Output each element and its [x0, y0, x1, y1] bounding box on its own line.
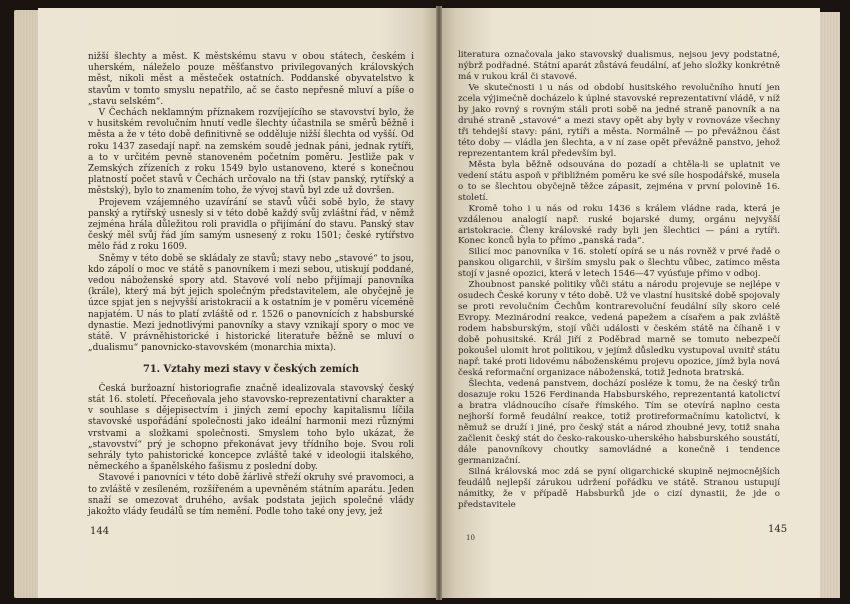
section-heading: 71. Vztahy mezi stavy v českých zemích	[143, 364, 359, 376]
paragraph: nižší šlechty a měst. K městskému stavu v obou státech, českém i uherském, náleželo pouze měšťanstvo privilegovaných královských měst, nikoli měst a městeček ostatních. Poddanské obyvatelstvo k stavům v tomto smyslu nepatřilo, ač se často nepřesně mluví a píše o „stavu selském“.	[88, 52, 414, 107]
signature-mark: 10	[466, 534, 475, 542]
page-number-right: 145	[768, 524, 788, 535]
paragraph: V Čechách neklamným příznakem rozvíjejícího se stavovství bylo, že v husitském revolučním hnutí vedle šlechty účastnila se směrů běžně i města a že v této době definitivně se odděluje nižší šlechta od vyšší. Od roku 1437 zasedají např. na zemském soudě jednak páni, jednak rytíři, a to v určitém pevně stanoveném početním poměru. Jestliže pak v Zemských zřízeních z roku 1549 bylo ustanoveno, které s konečnou platností počet stavů v Čechách určovalo na tři (stav panský, rytířský a městský), bylo to znamením toho, že vývoj stavů byl zde už dovršen.	[88, 108, 414, 197]
paragraph: Česká buržoazní historiografie značně idealizovala stavovský český stát 16. století. Přeceňovala jeho stavovsko-reprezentativní charakter a v souhlase s dějepisectvím i jiných zemí epochy kapitalismu líčila stavovské uspořádání společnosti jako ideální harmonii mezi různými vrstvami a složkami společnosti. Smyslem toho bylo ukázat, že „stavovství“ prý je schopno překonávat jevy třídního boje. Svou roli sehrály tyto pahistorické koncepce zvláště také v ideologii italského, německého a španělského fašismu z poslední doby.	[88, 383, 414, 473]
book-gutter	[436, 6, 442, 600]
paragraph: Zhoubnost panské politiky vůči státu a národu projevuje se nejlépe v osudech České koruny v této době. Už ve vlastní husitské době spojovaly se proti revolučním Čechům kontrarevoluční feudální síly skoro celé Evropy. Mezinárodní reakce, vedená papežem a císařem a pak zvláště rodem habsburským, stojí vůči události v českém státě na číhaně i v době pohusitské. Král Jiří z Poděbrad marně se tomuto nebezpečí pokoušel ulomit hrot politikou, v jejímž důsledku vystupoval uvnitř státu např. také proti lidovému náboženskému projevu opozice, jímž byla nová česká reformační organizace náboženská, totiž Jednota bratrská.	[458, 280, 780, 379]
paragraph: Kromě toho i u nás od roku 1436 s králem vládne rada, která je vzdálenou analogií např. ruské bojarské dumy, orgánu nejvyšší aristokracie. Členy královské rady byli jen šlechtici — páni a rytíři. Konec konců byla to přímo „panská rada“.	[458, 203, 780, 247]
paragraph: Sněmy v této době se skládaly ze stavů; stavy nebo „stavové“ to jsou, kdo zápolí o moc ve státě s panovníkem i mezi sebou, utiskují poddané, vedou náboženské spory atd. Stavové volí nebo přijímají panovníka (krále), který má být jejich společným představitelem, ale obyčejně je úzce spjat jen s nejvyšší aristokracií a k ostatním je v poměru víceméně napjatém. U nás to platí zvláště od r. 1526 o panovnících z habsburské dynastie. Mezi jednotlivými panovníky a stavy vznikají spory o moc ve státě. V právněhistorické i historické literatuře běžně se mluví o „dualismu“ panovnicko-stavovském (monarchia mixta).	[88, 253, 414, 354]
right-page-text	[458, 50, 780, 511]
left-page-text	[88, 52, 414, 518]
paragraph: Projevem vzájemného uzavírání se stavů vůči sobě bylo, že stavy panský a rytířský usnesly si v této době každý svůj zvláštní řád, v němž zejména hrála důležitou roli pravidla o přijímání do stavu. Panský stav český měl svůj řád jím samým usnesený z roku 1501; české rytířstvo mělo řád z roku 1609.	[88, 197, 414, 253]
paragraph: literatura označovala jako stavovský dualismus, nejsou jevy podstatné, nýbrž podřadné. Státní aparát zůstává feudální, ať jeho složky konkrétně má v rukou král či stavové.	[458, 50, 780, 82]
paragraph: Silná královská moc zdá se pyní oligarchické skupině nejmocnějších feudálů nejlepší zárukou udržení pořádku ve státě. Stranou ustupují námitky, že v případě Habsburků jde o cizí dynastii, že jde o představitele	[458, 466, 780, 510]
paragraph: Šlechta, vedená panstvem, dochází posléze k tomu, že na český trůn dosazuje roku 1526 Ferdinanda Habsburského, reprezentantá katolictví a bratra vládnoucího císaře římského. Tím se otevírá naplno cesta nejhorší formě feudální reakce, totiž protireformačnímu katolictví, k němuž se druží i jiné, pro český stát a národ zhoubné jevy, totiž snaha začlenit český stát do česko-rakousko-uherského habsburského soustátí, dále panovníkovy choutky samovládné a konečně i tendence germanizační.	[458, 379, 780, 466]
right-page-edges	[818, 12, 840, 598]
page-number-left: 144	[90, 526, 110, 537]
paragraph: Silicí moc panovníka v 16. století opírá se u nás rovněž v prvé řadě o panskou oligarchii, v širším smyslu pak o šlechtu vůbec, zatímco města stojí v jasné opozici, která v letech 1546—47 vyúsťuje přímo v odboj.	[458, 247, 780, 280]
left-page-edges	[14, 10, 40, 598]
paragraph: Stavové i panovníci v této době žárlivě střeží okruhy své pravomoci, a to zvláště v zesíleném, rozšířeném a upevněném státním aparátu. Jeden snaží se omezovat druhého, avšak podstata jejich společné vlády jakožto vlády feudálů se tím nemění. Podle toho také ony jevy, jež	[88, 473, 414, 517]
paragraph: Města byla běžně odsouvána do pozadí a chtěla-li se uplatnit ve vedení státu aspoň v přibližném poměru ke své síle hospodářské, musela o to se šlechtou obyčejně těžce zápasit, zejména v první polovině 16. století.	[458, 159, 780, 203]
paragraph: Ve skutečnosti i u nás od období husitského revolučního hnutí jen zcela výjimečně docházelo k úplné stavovské reprezentativní vládě, v níž by jako rovný s rovným stáli proti sobě na jedné straně panovník a na druhé straně „stavové“ a mezi stavy opět aby byly v rovnováze všechny tři tehdejší stavy: páni, rytíři a města. Normálně — po převážnou část této doby — vládla jen šlechta, a v ní zase opět převážně panstvo, jehož reprezentantem král především byl.	[458, 82, 780, 159]
